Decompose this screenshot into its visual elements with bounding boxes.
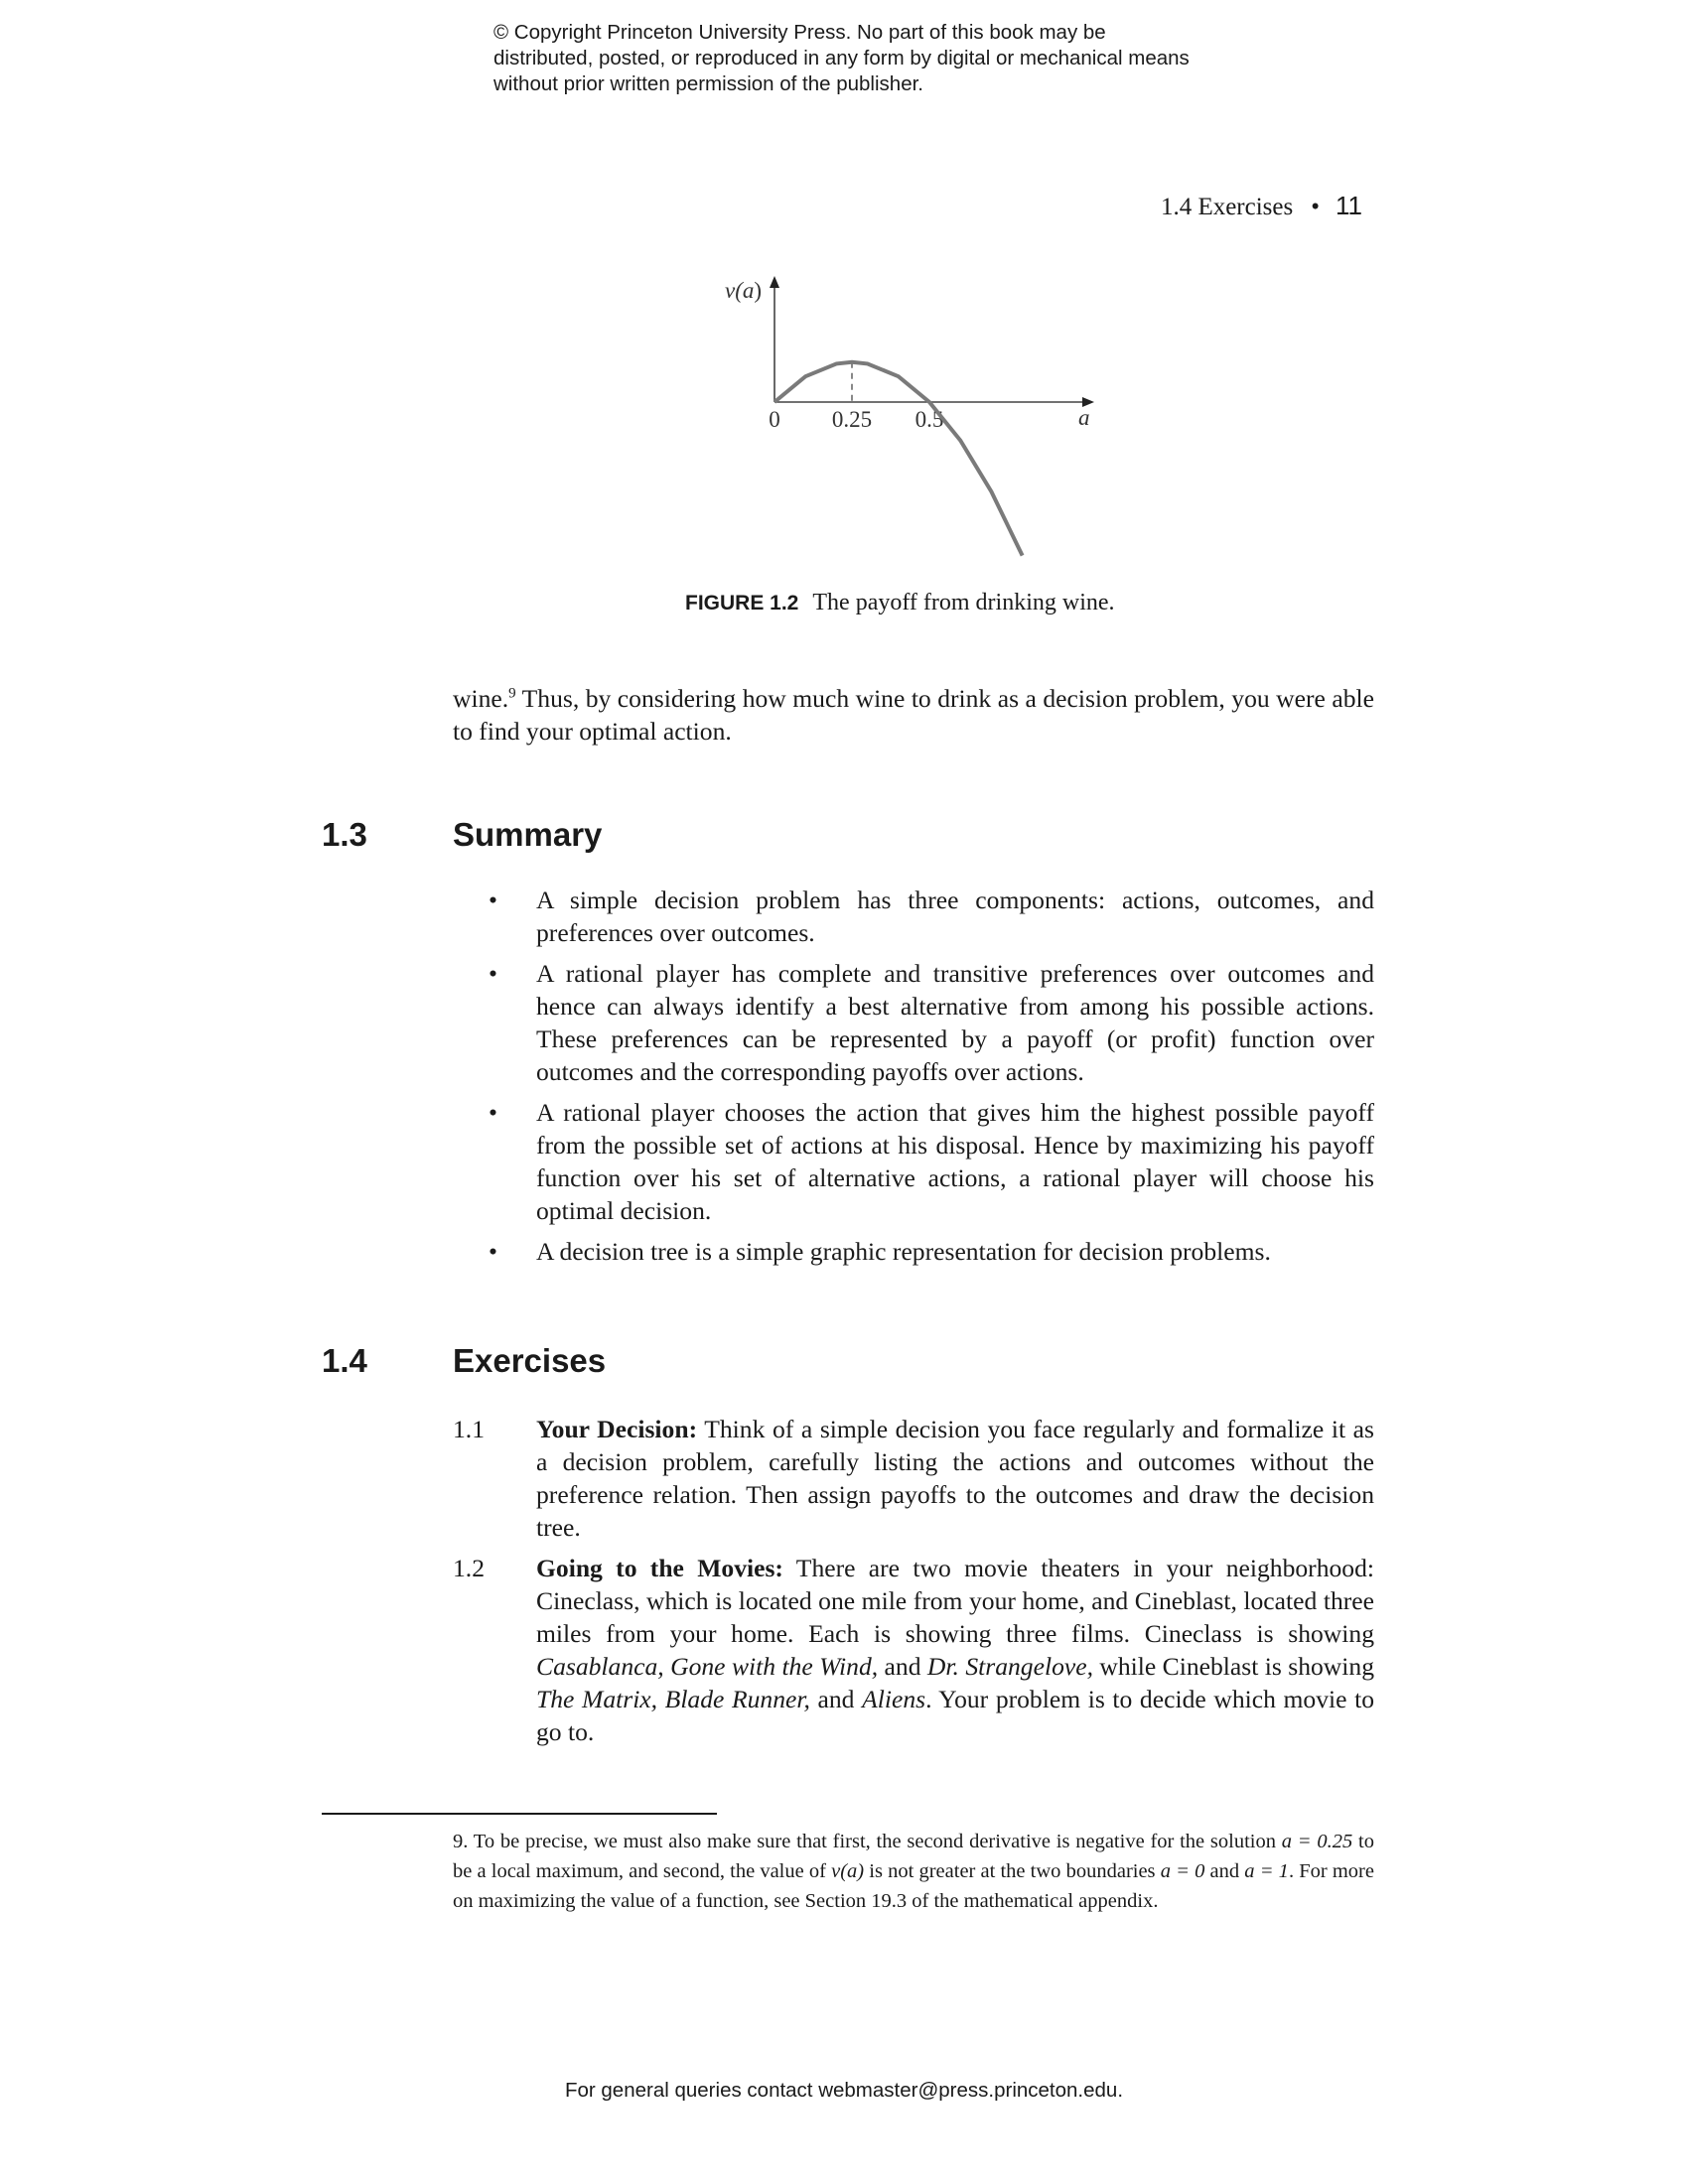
footnote-reference: 9 [508,685,516,702]
y-axis-arrow [770,276,779,288]
film-title: Aliens [862,1685,926,1713]
footnote-math: v(a) [831,1860,865,1882]
paragraph-text-start: wine. [453,684,509,713]
summary-item [453,1096,1374,1227]
exercise-title: Going to the Movies: [536,1554,783,1582]
running-head-section: 1.4 Exercises [1160,194,1294,220]
x-tick-label: 0.25 [831,407,873,432]
running-head-separator: • [1311,194,1320,220]
film-title: Dr. Strangelove, [926,1652,1093,1681]
bullet-dot: • [489,959,497,988]
summary-item-text: A simple decision problem has three components: actions, outcomes, and preferences over outcomes. [536,886,1374,947]
section-heading-summary [322,816,602,854]
footnote-text: . For more on maximizing the value of a function, see Section 19.3 of the mathematical appendix. [453,1860,1374,1912]
summary-item-text: A rational player has complete and transitive preferences over outcomes and hence can always identify a best alternative from among his possible actions. These preferences can be represented by a payoff (or profit) function over outcomes and the corresponding payoffs over actions. [536,959,1374,1086]
bullet-dot: • [489,886,497,914]
running-head [1161,191,1362,221]
footnote-text: to be a local maximum, and second, the value of [453,1831,1374,1882]
section-title: Summary [453,816,603,853]
summary-list [453,884,1374,1276]
page-number: 11 [1336,191,1362,220]
film-titles: Casablanca, Gone with the Wind, [536,1652,879,1681]
section-heading-exercises [322,1342,606,1380]
exercise-text: while Cineblast is showing [1092,1652,1374,1681]
summary-item [453,1235,1374,1268]
summary-item-text: A rational player chooses the action that gives him the highest possible payoff from the possible set of actions at his disposal. Hence by maximizing his payoff function over his set of alternative actions, a rational player will choose his optimal decision. [536,1098,1374,1225]
x-tick-label: 0 [769,407,780,432]
bullet-dot: • [489,1098,497,1127]
exercise-item-1-2 [453,1552,1374,1748]
summary-item [453,884,1374,949]
continuation-paragraph [453,682,1374,748]
figure-1-2 [685,268,1132,586]
section-number: 1.4 [322,1342,367,1379]
bullet-dot: • [489,1237,497,1266]
exercise-text: . Your problem is to decide which movie to go to. [536,1685,1374,1746]
payoff-chart [685,268,1132,586]
exercise-title: Your Decision: [536,1415,698,1443]
figure-caption [685,590,1115,616]
copyright-notice: © Copyright Princeton University Press. No part of this book may be distributed, posted, or reproduced in any form by digital or mechanical means without prior written permission of the publisher. [493,21,1190,95]
exercise-text: and [809,1685,863,1713]
exercise-item-1-1 [453,1413,1374,1544]
exercise-number: 1.2 [453,1554,485,1582]
section-number: 1.3 [322,816,367,853]
contact-footer: For general queries contact webmaster@press.princeton.edu. [564,2079,1124,2102]
section-title: Exercises [453,1342,607,1379]
x-axis-label: a [1078,405,1090,430]
figure-caption-label: FIGURE 1.2 [685,592,799,614]
y-axis-label: v(a) [725,278,763,303]
x-tick-label: 0.5 [914,407,944,432]
exercise-text: There are two movie theaters in your neighborhood: Cineclass, which is located one mile from your home, and Cineblast, located three miles from your home. Each is showing three films. Cineclass is showing [536,1554,1374,1648]
footnote-math: a = 0 [1160,1860,1205,1882]
footnote-math: a = 0.25 [1281,1831,1353,1852]
footnote-text: To be precise, we must also make sure that first, the second derivative is negative for the solution [468,1831,1282,1852]
payoff-curve [774,362,1023,556]
film-titles: The Matrix, Blade Runner, [536,1685,810,1713]
footnote-text: is not greater at the two boundaries [864,1860,1161,1882]
exercise-text: Think of a simple decision you face regularly and formalize it as a decision problem, carefully listing the actions and outcomes without the preference relation. Then assign payoffs to the outcomes and draw the decision tree. [536,1415,1374,1542]
summary-item-text: A decision tree is a simple graphic representation for decision problems. [536,1237,1271,1266]
footnote-text: and [1204,1860,1245,1882]
figure-caption-text: The payoff from drinking wine. [812,590,1115,615]
footnote-math: a = 1 [1244,1860,1289,1882]
footnote-9 [453,1827,1374,1916]
footnote-marker: 9. [453,1831,469,1852]
paragraph-text-end: Thus, by considering how much wine to drink as a decision problem, you were able to find your optimal action. [453,684,1374,746]
summary-item [453,957,1374,1088]
exercise-text: and [878,1652,927,1681]
exercise-number: 1.1 [453,1415,485,1443]
footnote-rule [322,1813,717,1815]
exercise-list [453,1413,1374,1756]
